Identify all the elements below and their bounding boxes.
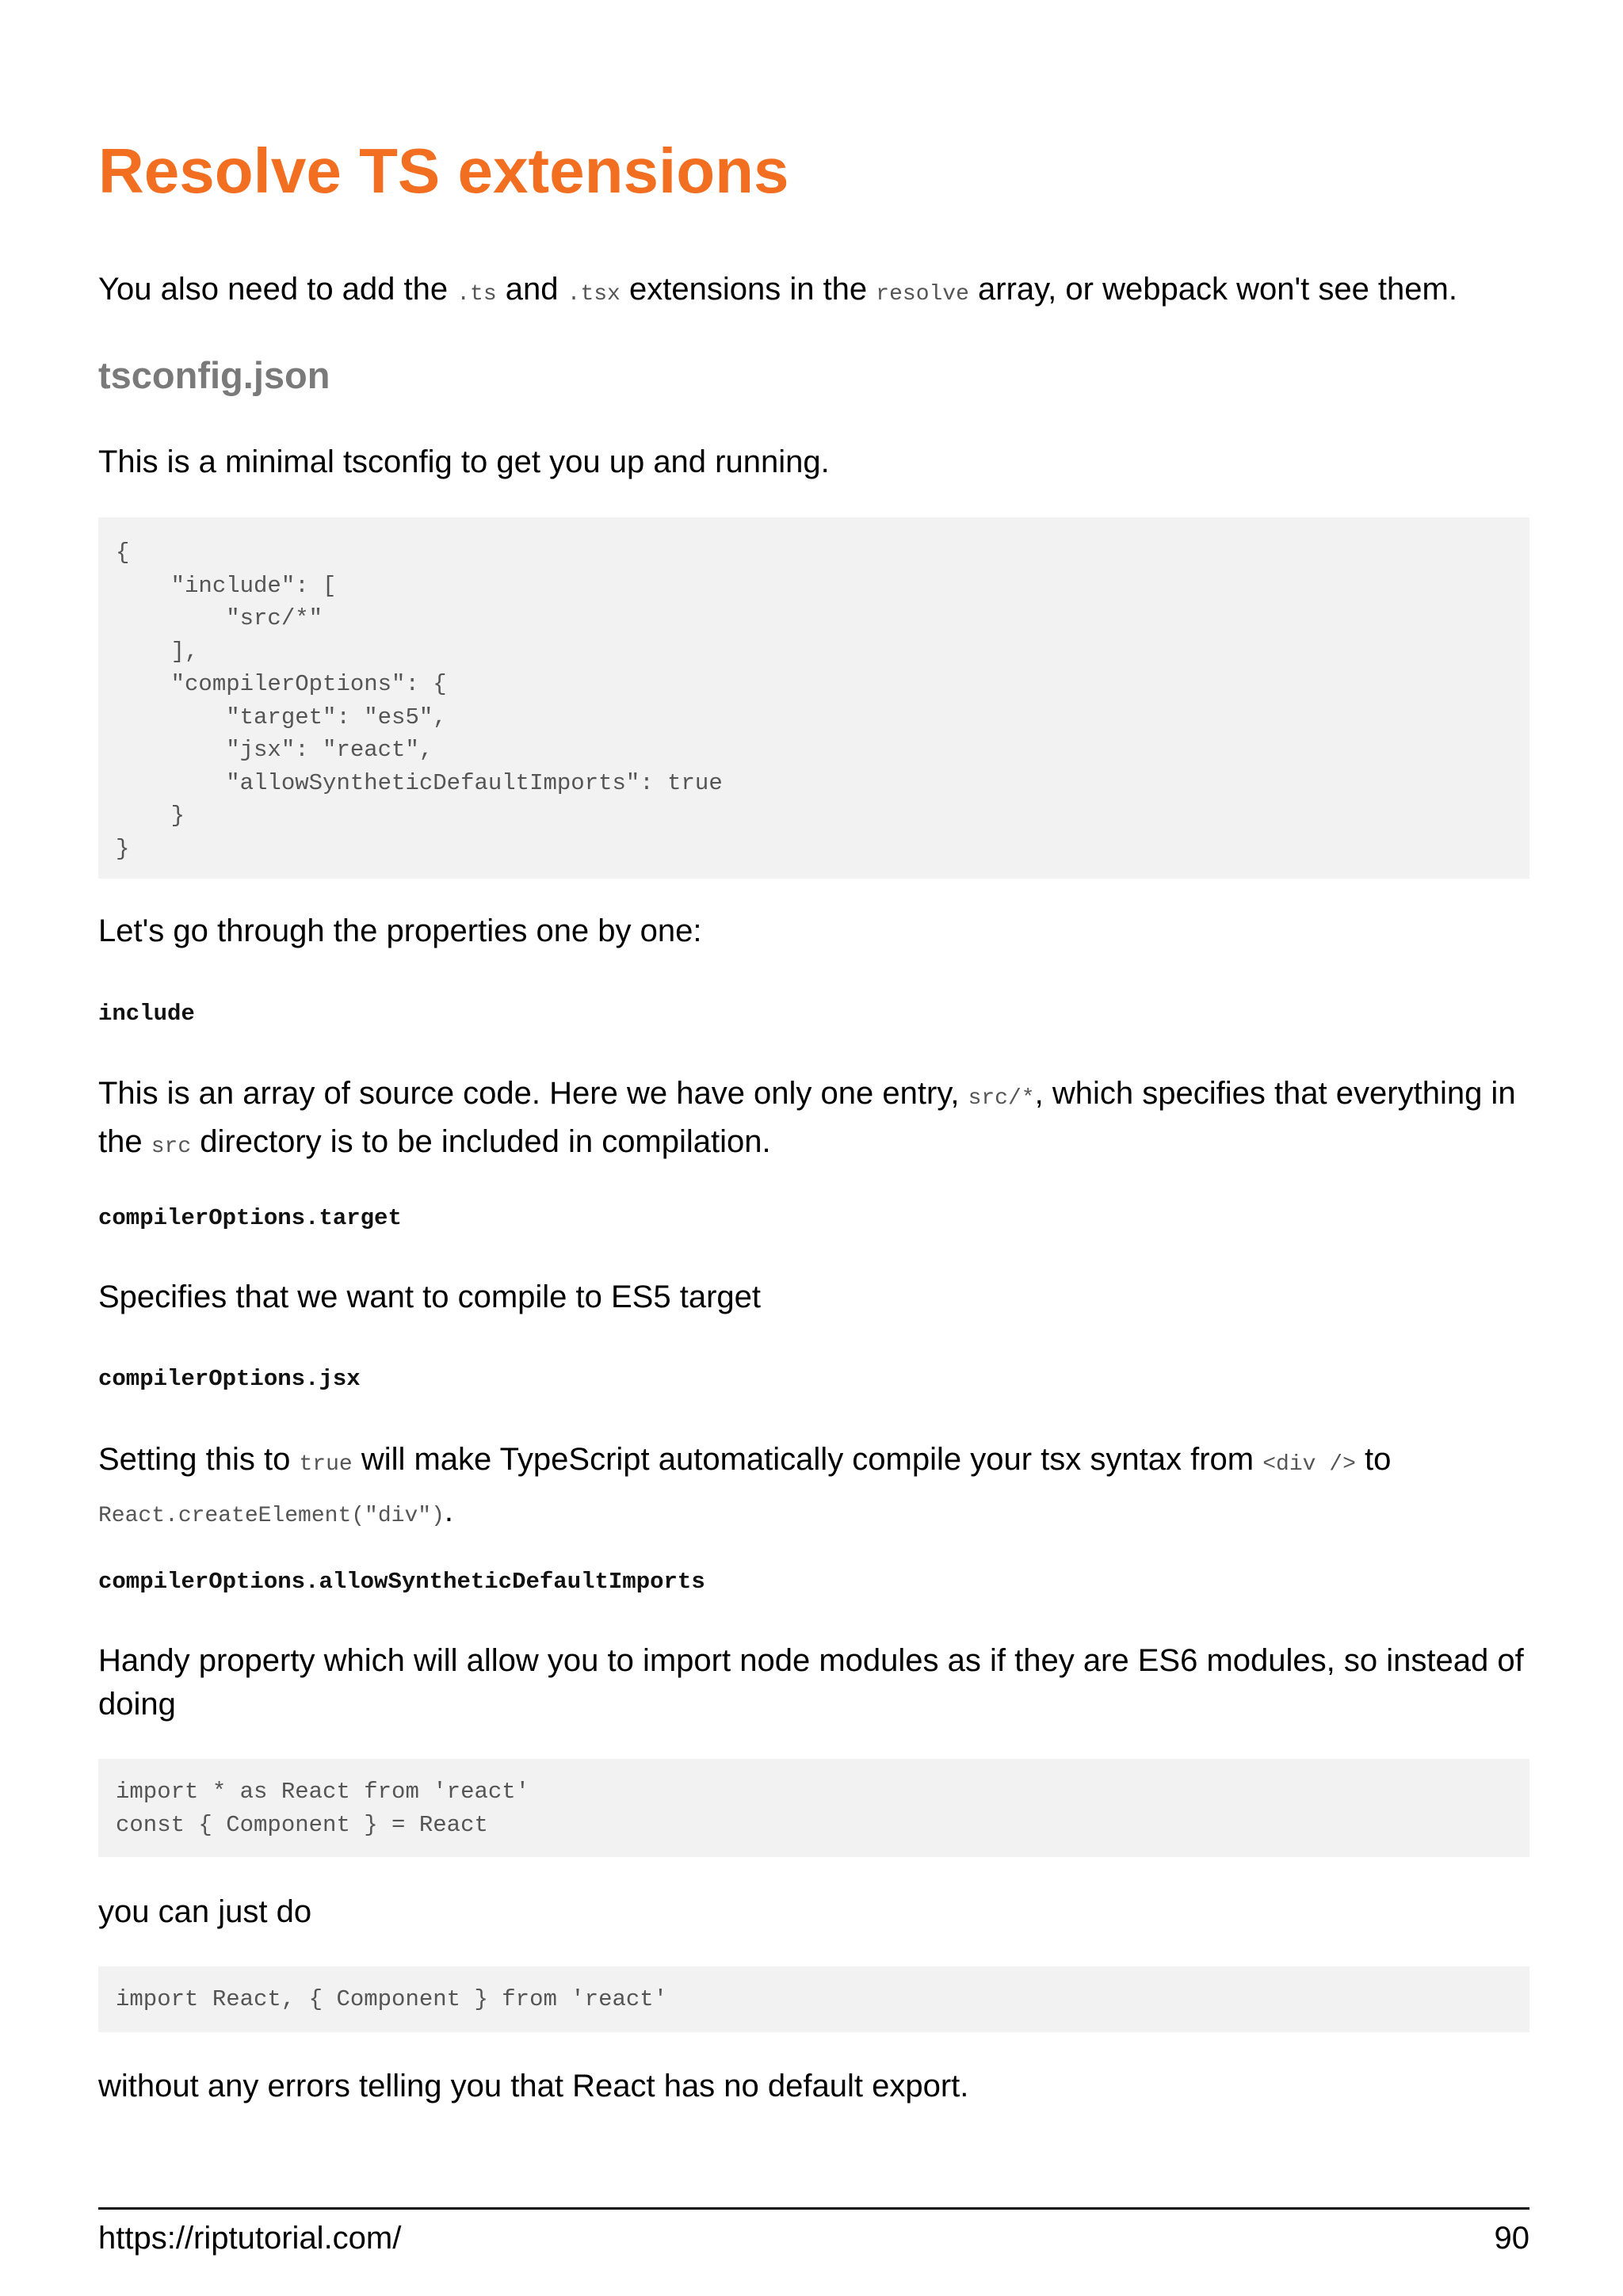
intro-text-3: extensions in the <box>620 272 876 307</box>
intro-code-resolve: resolve <box>876 282 969 307</box>
document-page <box>98 0 1529 2296</box>
jsx-text-4: . <box>444 1493 453 1528</box>
include-text-1: This is an array of source code. Here we have only one entry, <box>98 1076 968 1111</box>
closing-text: without any errors telling you that React has no default export. <box>98 2069 969 2103</box>
tsconfig-code-block: { "include": [ "src/*" ], "compilerOptions": { "target": "es5", "jsx": "react", "allowSyntheticDefaultImports": true } } <box>98 517 1529 879</box>
jsx-code-div: <div /> <box>1262 1452 1356 1477</box>
code-block-import-before: import * as React from 'react' const { Component } = React <box>98 1759 1529 1857</box>
intro-text-2: and <box>496 272 567 307</box>
just-do-text: you can just do <box>98 1894 312 1929</box>
intro-code-ts: .ts <box>456 282 497 307</box>
include-code-src-glob: src/* <box>968 1086 1035 1111</box>
property-heading-jsx: compilerOptions.jsx <box>98 1366 361 1392</box>
jsx-text-2: will make TypeScript automatically compile your tsx syntax from <box>352 1442 1263 1477</box>
section-heading-tsconfig: tsconfig.json <box>98 354 330 396</box>
footer-url[interactable]: https://riptutorial.com/ <box>98 2221 402 2256</box>
jsx-code-true: true <box>299 1452 353 1477</box>
footer-divider <box>98 2207 1529 2210</box>
intro-text-1: You also need to add the <box>98 272 457 307</box>
intro-code-tsx: .tsx <box>567 282 621 307</box>
jsx-description <box>98 1436 1529 1539</box>
intro-text-4: array, or webpack won't see them. <box>968 272 1457 307</box>
properties-intro-text: Let's go through the properties one by one: <box>98 913 702 948</box>
minimal-tsconfig-text: This is a minimal tsconfig to get you up and running. <box>98 444 830 479</box>
include-description <box>98 1072 1529 1169</box>
page-number: 90 <box>1494 2221 1529 2256</box>
target-description: Specifies that we want to compile to ES5 target <box>98 1280 761 1314</box>
include-text-2: , which specifies that everything in the <box>98 1076 1516 1159</box>
jsx-text-1: Setting this to <box>98 1442 300 1477</box>
page-title: Resolve TS extensions <box>98 135 789 206</box>
jsx-text-3: to <box>1355 1442 1392 1477</box>
include-code-src: src <box>151 1135 192 1159</box>
synthetic-description: Handy property which will allow you to import node modules as if they are ES6 modules, so instead of doing <box>98 1643 1524 1722</box>
property-heading-target: compilerOptions.target <box>98 1205 402 1231</box>
code-block-import-after: import React, { Component } from 'react' <box>98 1966 1529 2032</box>
property-heading-include: include <box>98 1001 195 1027</box>
intro-paragraph <box>98 268 1529 316</box>
jsx-code-create-element: React.createElement("div") <box>98 1504 445 1528</box>
include-text-3: directory is to be included in compilation. <box>191 1124 771 1159</box>
property-heading-synthetic-imports: compilerOptions.allowSyntheticDefaultImports <box>98 1569 705 1595</box>
